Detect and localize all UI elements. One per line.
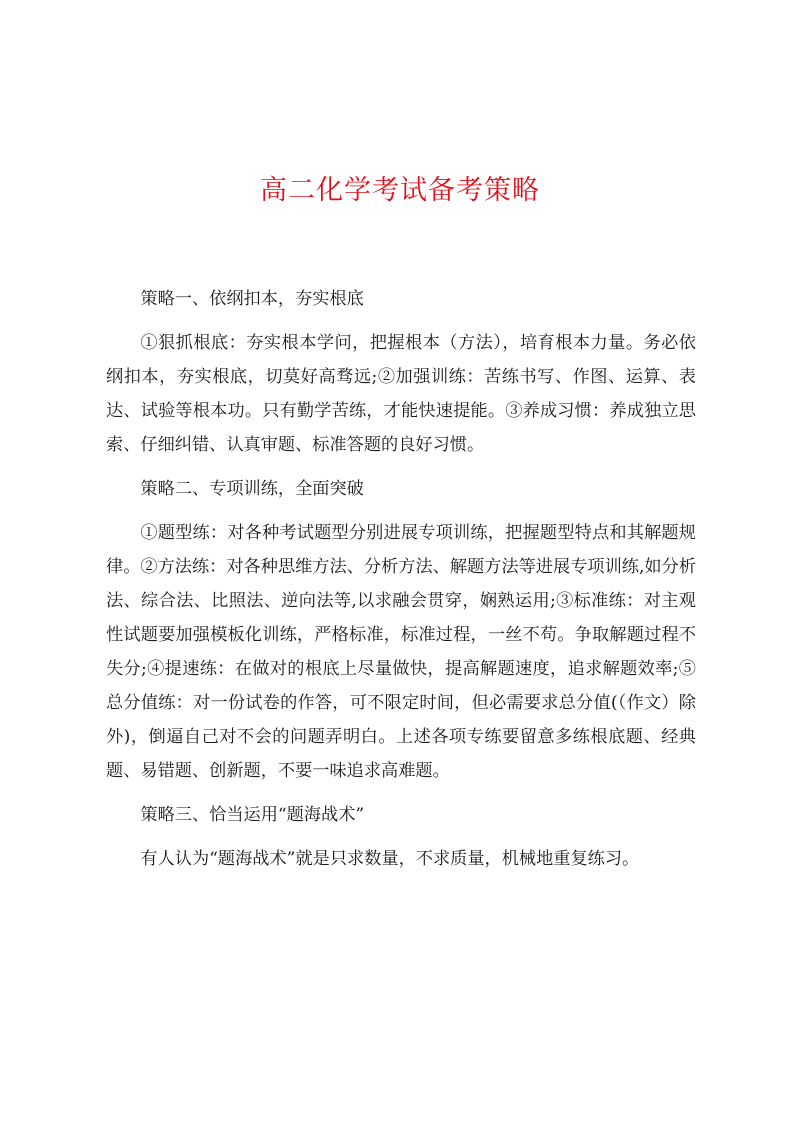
strategy-3-heading: 策略三、恰当运用“题海战术” [140, 805, 365, 825]
strategy-2-paragraph: ①题型练：对各种考试题型分别进展专项训练，把握题型特点和其解题规律。②方法练：对各种思维方法、分析方法、解题方法等进展专项训练,如分析法、综合法、比照法、逆向法等,以求融会贯穿，娴熟运用;③标准练：对主观性试题要加强模板化训练，严格标准，标准过程，一丝不苟。争取解题过程不失分;④提速练：在做对的根底上尽量做快，提高解题速度，追求解题效率;⑤总分值练：对一份试卷的作答，可不限定时间，但必需要求总分值(（作文）除外)，倒逼自己对不会的问题弄明白。上述各项专练要留意多练根底题、经典题、易错题、创新题，不要一味追求高难题。 [106, 523, 696, 781]
strategy-1-paragraph: ①狠抓根底：夯实根本学问，把握根本（方法），培育根本力量。务必依纲扣本，夯实根底，切莫好高骛远;②加强训练：苦练书写、作图、运算、表达、试验等根本功。只有勤学苦练，才能快速提能。③养成习惯：养成独立思索、仔细纠错、认真审题、标准答题的良好习惯。 [106, 333, 696, 455]
document-title: 高二化学考试备考策略 [260, 175, 540, 206]
strategy-2-heading: 策略二、专项训练，全面突破 [140, 479, 364, 499]
document-body [106, 282, 696, 886]
strategy-3-paragraph: 有人认为“题海战术”就是只求数量，不求质量，机械地重复练习。 [140, 849, 640, 869]
strategy-1-heading: 策略一、依纲扣本，夯实根底 [140, 289, 364, 309]
